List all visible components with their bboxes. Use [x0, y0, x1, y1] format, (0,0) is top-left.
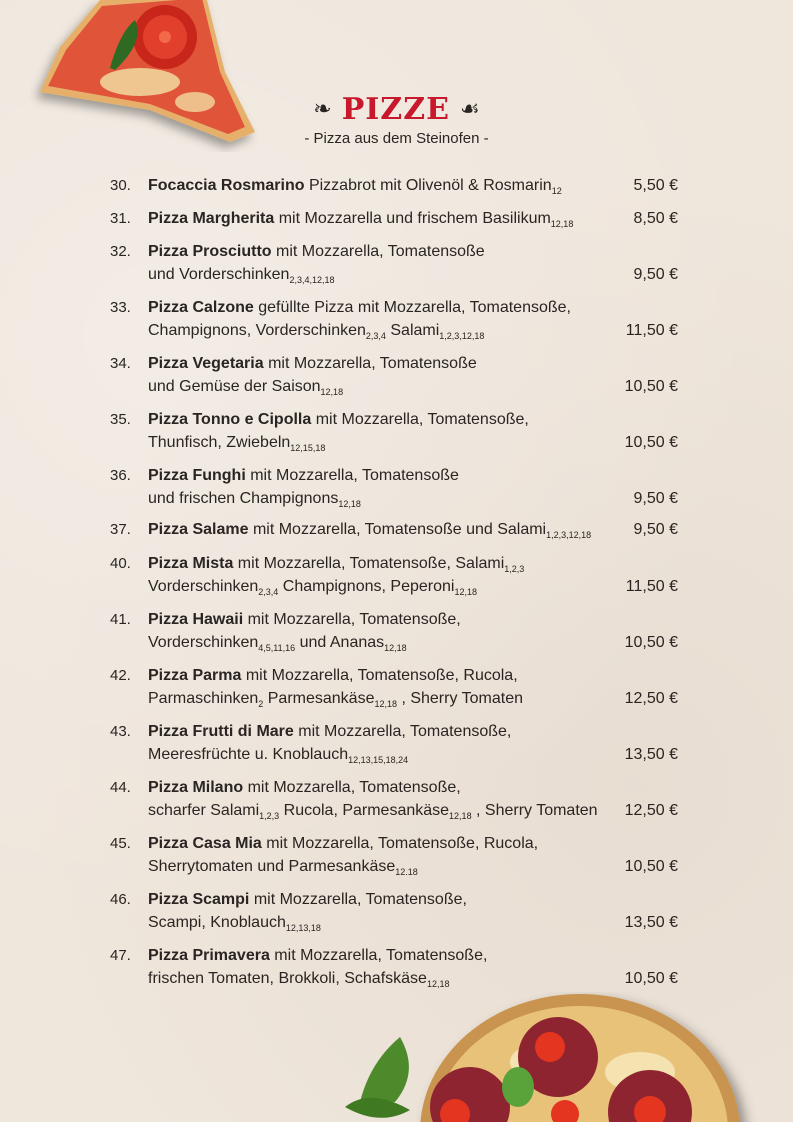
item-text: mit Mozzarella, Tomatensoße,: [249, 891, 467, 908]
item-name: Pizza Funghi: [148, 467, 246, 484]
item-line-2: [148, 631, 608, 654]
item-number: 33.: [110, 299, 131, 316]
item-price: 10,50 €: [624, 858, 678, 875]
item-line-1: [148, 174, 608, 197]
allergen-codes: 1,2,3: [504, 564, 525, 574]
item-number: 34.: [110, 355, 131, 372]
item-text: Champignons, Vorderschinken: [148, 322, 366, 339]
item-line-1: [148, 776, 608, 799]
item-description: [148, 720, 608, 766]
item-number: 35.: [110, 411, 131, 428]
pizza-image: [340, 992, 793, 1122]
item-text: mit Mozzarella, Tomatensoße,: [269, 947, 488, 964]
item-line-1: [148, 518, 608, 541]
ornament-left-icon: ❧: [313, 96, 332, 122]
item-line-1: [148, 832, 608, 855]
item-line-2: [148, 911, 608, 934]
allergen-codes: 12,18: [426, 979, 450, 989]
item-line-1: [148, 888, 608, 911]
item-name: Pizza Parma: [148, 667, 242, 684]
item-text: Salami: [385, 322, 440, 339]
allergen-codes: 12.18: [395, 867, 418, 877]
item-text: Meeresfrüchte u. Knoblauch: [148, 746, 349, 763]
item-text: Pizzabrot mit Olivenöl & Rosmarin: [304, 177, 552, 194]
item-line-2: [148, 319, 608, 342]
item-number: 32.: [110, 243, 131, 260]
item-description: [148, 296, 608, 342]
item-text: mit Mozzarella, Tomatensoße: [271, 243, 485, 260]
item-price: 10,50 €: [624, 378, 678, 395]
item-price: 9,50 €: [633, 266, 678, 283]
item-price: 10,50 €: [624, 970, 678, 987]
item-text: gefüllte Pizza mit Mozzarella, Tomatensoße,: [253, 299, 571, 316]
item-name: Pizza Milano: [148, 779, 244, 796]
item-description: [148, 207, 608, 230]
item-price: 10,50 €: [624, 634, 678, 651]
item-line-1: [148, 296, 608, 319]
allergen-codes: 12,18: [320, 387, 344, 397]
item-text: mit Mozzarella, Tomatensoße, Salami: [233, 555, 505, 572]
item-text: mit Mozzarella und frischem Basilikum: [274, 210, 551, 227]
item-text: Sherrytomaten und Parmesankäse: [148, 858, 396, 875]
item-description: [148, 664, 608, 710]
item-price: 5,50 €: [633, 177, 678, 194]
allergen-codes: 12,18: [338, 499, 361, 509]
item-text: Vorderschinken: [148, 634, 259, 651]
item-text: , Sherry Tomaten: [397, 690, 523, 707]
allergen-codes: 4,5,11,16: [258, 643, 296, 653]
allergen-codes: 1,2,3,12,18: [439, 331, 485, 341]
allergen-codes: 12,18: [449, 811, 472, 821]
item-description: [148, 174, 608, 197]
item-text: frischen Tomaten, Brokkoli, Schafskäse: [148, 970, 427, 987]
item-text: und Ananas: [295, 634, 385, 651]
item-name: Focaccia Rosmarino: [148, 177, 305, 194]
item-text: Scampi, Knoblauch: [148, 914, 286, 931]
item-text: mit Mozzarella, Tomatensoße: [245, 467, 459, 484]
item-price: 13,50 €: [624, 746, 678, 763]
item-text: mit Mozzarella, Tomatensoße, Rucola,: [261, 835, 539, 852]
allergen-codes: 1,2,3,12,18: [546, 530, 592, 540]
item-name: Pizza Salame: [148, 521, 249, 538]
item-number: 37.: [110, 521, 131, 538]
item-number: 42.: [110, 667, 131, 684]
item-description: [148, 352, 608, 398]
allergen-codes: 1,2,3: [259, 811, 280, 821]
item-line-1: [148, 552, 608, 575]
item-number: 36.: [110, 467, 131, 484]
allergen-codes: 12,18: [454, 587, 477, 597]
item-text: Parmesankäse: [263, 690, 375, 707]
item-line-2: [148, 487, 608, 510]
item-number: 30.: [110, 177, 131, 194]
item-text: Champignons, Peperoni: [278, 578, 455, 595]
item-text: Thunfisch, Zwiebeln: [148, 434, 291, 451]
item-text: mit Mozzarella, Tomatensoße,: [311, 411, 529, 428]
item-number: 44.: [110, 779, 131, 796]
item-price: 12,50 €: [624, 690, 678, 707]
item-price: 13,50 €: [624, 914, 678, 931]
item-price: 11,50 €: [625, 322, 678, 339]
item-price: 8,50 €: [633, 210, 678, 227]
item-text: , Sherry Tomaten: [471, 802, 598, 819]
item-line-2: [148, 687, 608, 710]
item-price: 9,50 €: [633, 490, 678, 507]
item-line-2: [148, 375, 608, 398]
allergen-codes: 2: [258, 699, 264, 709]
item-number: 40.: [110, 555, 131, 572]
item-description: [148, 552, 608, 598]
allergen-codes: 12,18: [374, 699, 397, 709]
item-text: und frischen Champignons: [148, 490, 339, 507]
item-line-2: [148, 263, 608, 286]
item-text: mit Mozzarella, Tomatensoße und Salami: [248, 521, 547, 538]
item-description: [148, 776, 608, 822]
item-name: Pizza Hawaii: [148, 611, 244, 628]
item-line-2: [148, 855, 608, 878]
item-text: mit Mozzarella, Tomatensoße, Rucola,: [241, 667, 518, 684]
item-line-1: [148, 207, 608, 230]
item-text: scharfer Salami: [148, 802, 260, 819]
item-text: Rucola, Parmesankäse: [279, 802, 450, 819]
item-description: [148, 518, 608, 541]
item-number: 45.: [110, 835, 131, 852]
item-line-2: [148, 431, 608, 454]
allergen-codes: 2,3,4: [258, 587, 279, 597]
item-description: [148, 944, 608, 990]
item-price: 10,50 €: [624, 434, 678, 451]
item-line-1: [148, 720, 608, 743]
item-price: 11,50 €: [625, 578, 678, 595]
item-line-1: [148, 408, 608, 431]
item-name: Pizza Casa Mia: [148, 835, 262, 852]
item-line-1: [148, 664, 608, 687]
item-line-1: [148, 944, 608, 967]
allergen-codes: 12: [551, 186, 562, 196]
item-description: [148, 608, 608, 654]
item-number: 31.: [110, 210, 131, 227]
allergen-codes: 12,18: [550, 219, 574, 229]
item-number: 41.: [110, 611, 131, 628]
item-text: mit Mozzarella, Tomatensoße,: [243, 611, 461, 628]
item-text: und Vorderschinken: [148, 266, 290, 283]
ornament-right-icon: ☙: [459, 96, 480, 122]
item-line-2: [148, 799, 608, 822]
item-price: 9,50 €: [633, 521, 678, 538]
page-subtitle: - Pizza aus dem Steinofen -: [304, 130, 489, 147]
item-name: Pizza Vegetaria: [148, 355, 264, 372]
item-text: und Gemüse der Saison: [148, 378, 321, 395]
item-name: Pizza Mista: [148, 555, 234, 572]
item-name: Pizza Calzone: [148, 299, 254, 316]
item-name: Pizza Primavera: [148, 947, 270, 964]
allergen-codes: 12,15,18: [290, 443, 326, 453]
allergen-codes: 12,18: [384, 643, 407, 653]
item-line-1: [148, 352, 608, 375]
item-name: Pizza Frutti di Mare: [148, 723, 294, 740]
item-number: 47.: [110, 947, 131, 964]
item-line-2: [148, 575, 608, 598]
allergen-codes: 12,13,18: [285, 923, 321, 933]
item-text: Parmaschinken: [148, 690, 259, 707]
item-name: Pizza Prosciutto: [148, 243, 272, 260]
item-description: [148, 832, 608, 878]
item-price: 12,50 €: [624, 802, 678, 819]
menu-header: [0, 90, 793, 147]
item-description: [148, 464, 608, 510]
item-description: [148, 408, 608, 454]
item-text: mit Mozzarella, Tomatensoße: [263, 355, 477, 372]
item-line-2: [148, 743, 608, 766]
item-line-1: [148, 240, 608, 263]
allergen-codes: 12,13,15,18,24: [348, 755, 409, 765]
page-title: PIZZE: [341, 91, 450, 127]
item-description: [148, 240, 608, 286]
item-line-1: [148, 464, 608, 487]
item-text: mit Mozzarella, Tomatensoße,: [243, 779, 461, 796]
item-text: Vorderschinken: [148, 578, 259, 595]
item-name: Pizza Margherita: [148, 210, 275, 227]
item-name: Pizza Scampi: [148, 891, 250, 908]
item-number: 43.: [110, 723, 131, 740]
item-line-2: [148, 967, 608, 990]
allergen-codes: 2,3,4: [365, 331, 386, 341]
item-name: Pizza Tonno e Cipolla: [148, 411, 312, 428]
item-line-1: [148, 608, 608, 631]
item-description: [148, 888, 608, 934]
item-number: 46.: [110, 891, 131, 908]
item-text: mit Mozzarella, Tomatensoße,: [293, 723, 512, 740]
allergen-codes: 2,3,4,12,18: [289, 275, 335, 285]
